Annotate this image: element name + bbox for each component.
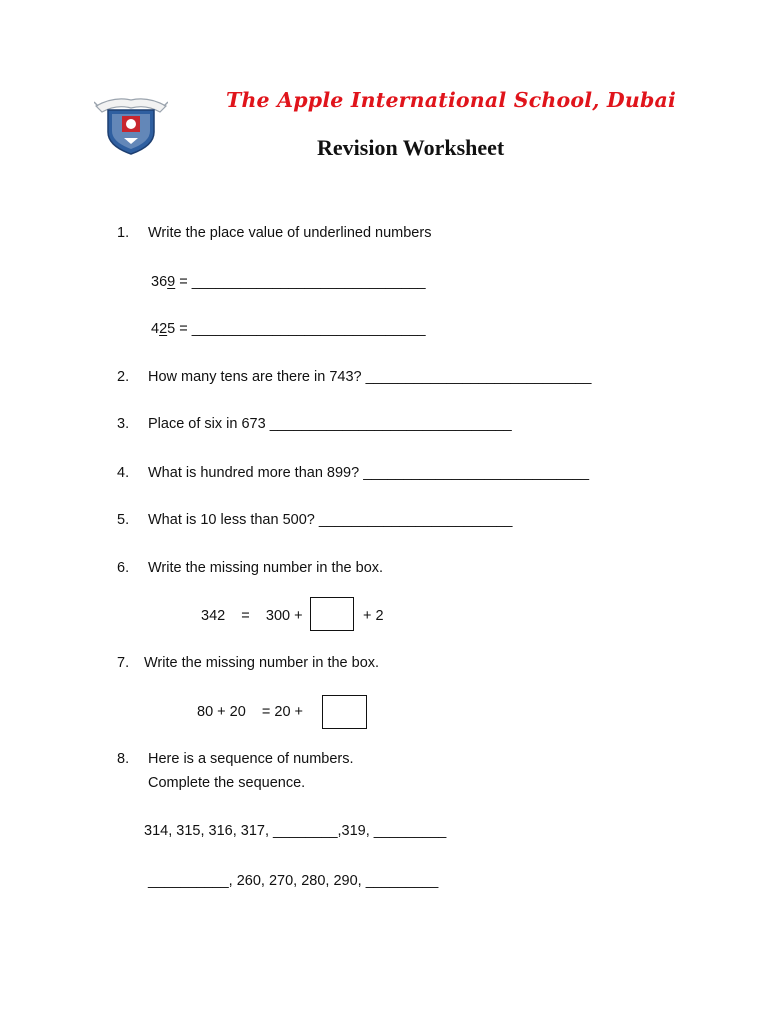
question-7-answer-box[interactable]	[322, 695, 367, 729]
question-4-number: 4.	[117, 465, 130, 481]
question-3-text: Place of six in 673 ______________________________	[148, 416, 512, 432]
question-8-text-line1: Here is a sequence of numbers.	[148, 751, 354, 767]
worksheet-title: Revision Worksheet	[317, 135, 505, 160]
question-1-text: Write the place value of underlined numbers	[148, 225, 432, 241]
question-8-sequence-2: __________, 260, 270, 280, 290, _________	[148, 873, 439, 889]
question-7-number: 7.	[117, 655, 130, 671]
school-crest-icon	[94, 92, 168, 156]
underlined-digit: 2	[159, 321, 168, 337]
question-8-number: 8.	[117, 751, 130, 767]
question-1-item-b: 425 = _____________________________	[151, 321, 426, 337]
question-7-text: Write the missing number in the box.	[144, 655, 380, 671]
question-1-number: 1.	[117, 225, 130, 241]
question-6-answer-box[interactable]	[310, 597, 354, 631]
question-8-text-line2: Complete the sequence.	[148, 775, 306, 791]
question-1-item-a: 369 = _____________________________	[151, 274, 426, 290]
question-6-number: 6.	[117, 560, 130, 576]
question-6-equation-right: + 2	[363, 608, 384, 624]
question-7-equation-left: 80 + 20 = 20 +	[197, 704, 304, 720]
question-2-text: How many tens are there in 743? ____________________________	[148, 369, 592, 385]
question-2-number: 2.	[117, 369, 130, 385]
school-name: The Apple International School, Dubai	[226, 88, 677, 112]
question-5-text: What is 10 less than 500? ________________________	[148, 512, 513, 528]
question-4-text: What is hundred more than 899? ____________________________	[148, 465, 590, 481]
question-5-number: 5.	[117, 512, 130, 528]
question-6-text: Write the missing number in the box.	[148, 560, 384, 576]
question-8-sequence-1: 314, 315, 316, 317, ________,319, _________	[144, 823, 447, 839]
question-3-number: 3.	[117, 416, 130, 432]
underlined-digit: 9	[167, 274, 176, 290]
question-6-equation-left: 342 = 300 +	[201, 608, 303, 624]
